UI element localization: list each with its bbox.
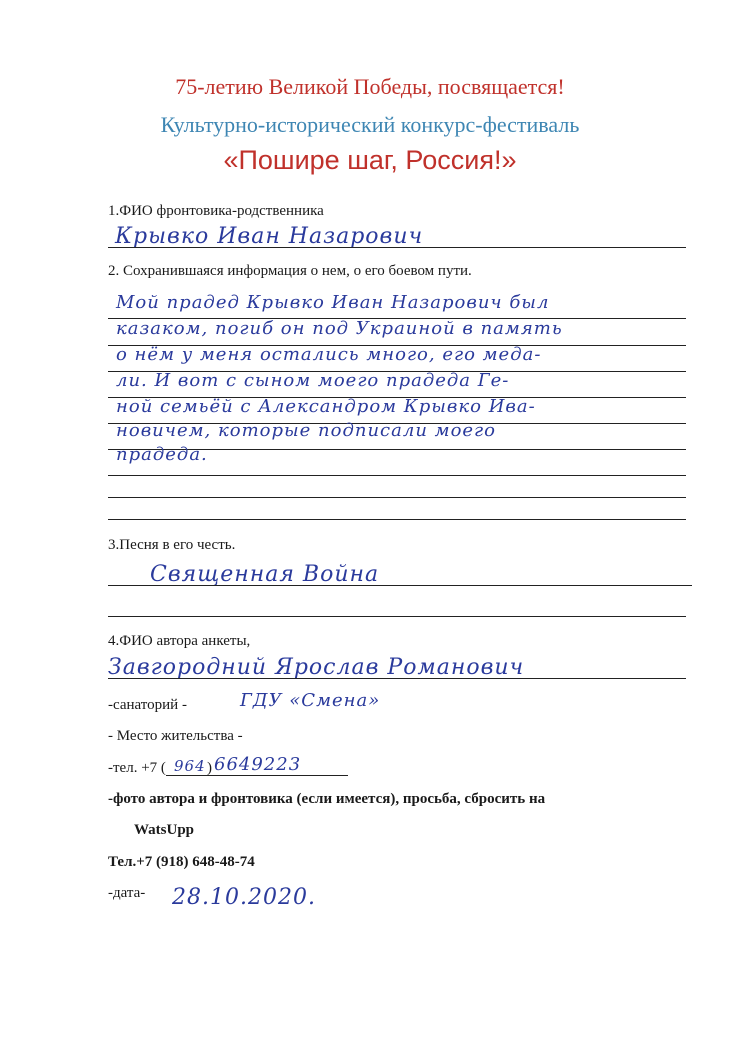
whatsapp-label: WatsUpp [134, 822, 195, 838]
q4-answer: Завгородний Ярослав Романович [108, 655, 525, 680]
q2-answer-line: прадеда. [116, 444, 208, 465]
q3-label: 3.Песня в его честь. [108, 537, 236, 553]
sanatorium-label: -санаторий - [108, 697, 187, 713]
date-value: 28.10.2020. [172, 885, 316, 910]
sanatorium-value: ГДУ «Смена» [240, 690, 381, 711]
q1-answer: Крывко Иван Назарович [115, 224, 424, 249]
q2-answer-line: новичем, которые подписали моего [116, 420, 496, 441]
header-festival-title: «Пошире шаг, Россия!» [223, 145, 517, 175]
q2-answer-line: ли. И вот с сыном моего прадеда Ге- [116, 370, 510, 391]
q3-line-2 [108, 616, 686, 617]
q2-answer-line: казаком, погиб он под Украиной в память [116, 318, 563, 339]
contact-phone: Тел.+7 (918) 648-48-74 [108, 854, 255, 870]
photo-note: -фото автора и фронтовика (если имеется), просьба, сбросить на [108, 791, 546, 807]
phone-line [166, 775, 348, 776]
q3-answer: Священная Война [150, 562, 380, 587]
residence-label: - Место жительства - [108, 728, 243, 744]
q2-line-8 [108, 497, 686, 498]
date-label: -дата- [108, 885, 146, 901]
q2-answer-line: Мой прадед Крывко Иван Назарович был [116, 292, 550, 313]
q4-line [108, 678, 686, 679]
q2-line-7 [108, 475, 686, 476]
header-contest: Культурно-исторический конкурс-фестиваль [160, 112, 580, 137]
q1-label: 1.ФИО фронтовика-родственника [108, 203, 324, 219]
q2-answer-line: ной семьёй с Александром Крывко Ива- [116, 396, 536, 417]
phone-close: ) [207, 760, 212, 776]
q2-line-9 [108, 519, 686, 520]
phone-code: 964 [174, 757, 206, 775]
q1-line [108, 247, 686, 248]
phone-number: 6649223 [214, 754, 302, 775]
q2-answer-line: о нём у меня остались много, его меда- [116, 344, 542, 365]
q2-label: 2. Сохранившаяся информация о нем, о его боевом пути. [108, 263, 472, 279]
q4-label: 4.ФИО автора анкеты, [108, 633, 251, 649]
q3-line-1 [108, 585, 692, 586]
phone-label: -тел. +7 ( [108, 760, 166, 776]
header-dedication: 75-летию Великой Победы, посвящается! [175, 74, 565, 99]
